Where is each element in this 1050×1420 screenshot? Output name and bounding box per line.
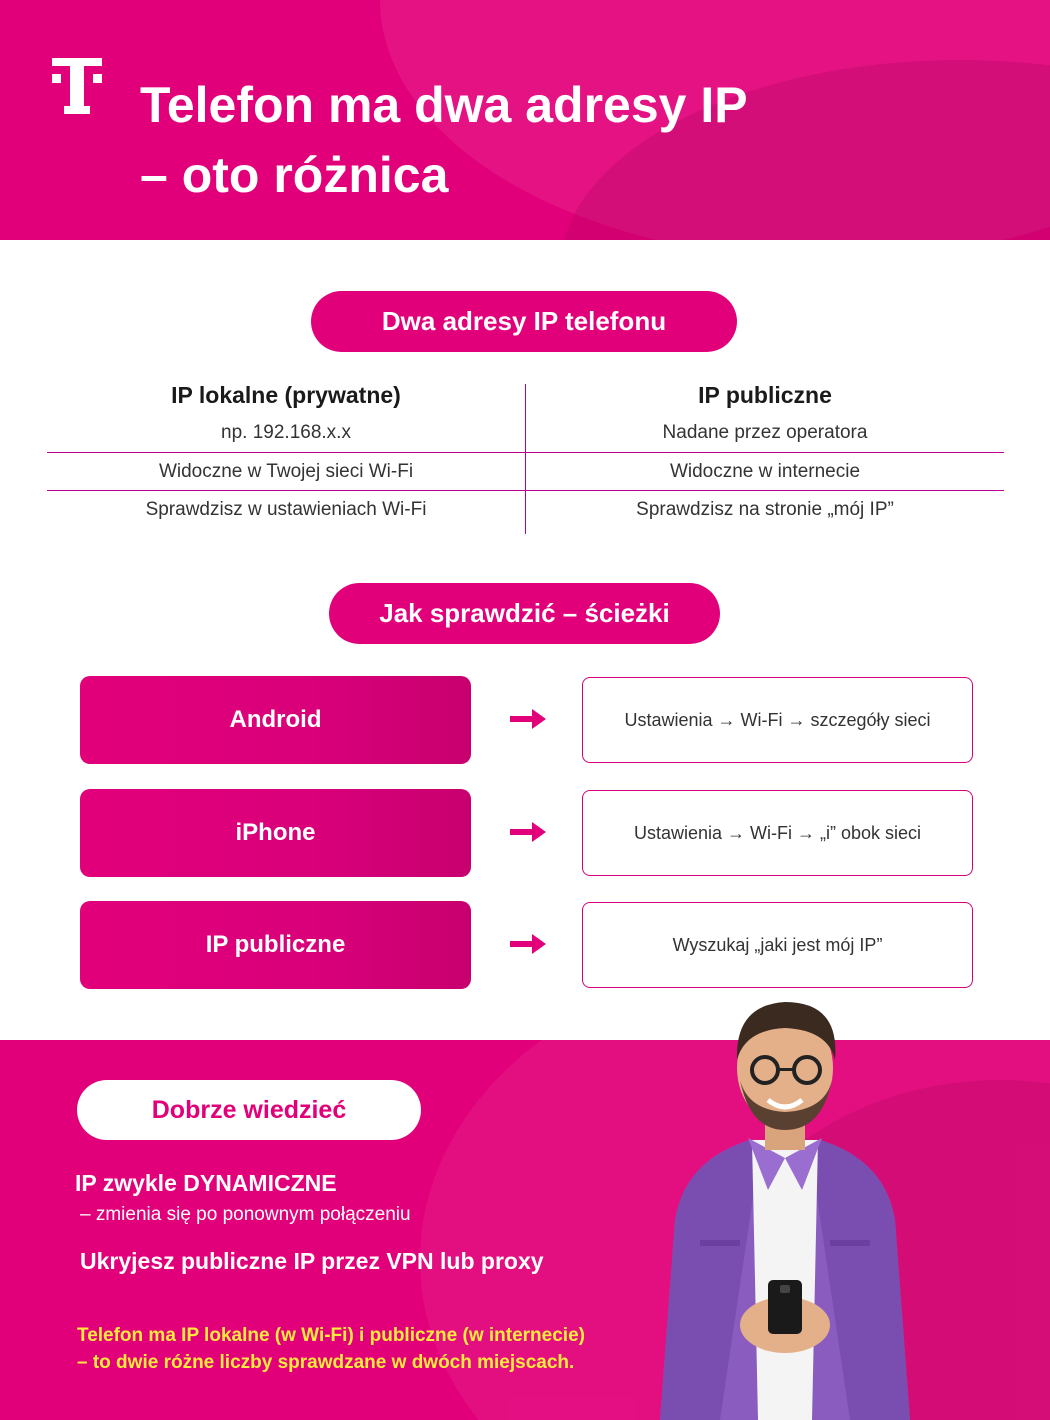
arrow-right-icon (510, 934, 546, 954)
path-row-iphone (80, 789, 973, 877)
path-label-android: Android (80, 676, 471, 764)
path-label-iphone: iPhone (80, 789, 471, 877)
table-cell: Widoczne w internecie (526, 452, 1004, 490)
tip-vpn-proxy: Ukryjesz publiczne IP przez VPN lub proxy (80, 1248, 544, 1274)
page-title-line2: – oto różnica (140, 147, 449, 203)
page-title-line1: Telefon ma dwa adresy IP (140, 77, 748, 133)
section-heading-good-to-know: Dobrze wiedzieć (77, 1080, 421, 1140)
table-cell: Widoczne w Twojej sieci Wi-Fi (47, 452, 525, 490)
section-heading-ip-addresses: Dwa adresy IP telefonu (311, 291, 737, 352)
path-steps-public-ip: Wyszukaj „jaki jest mój IP” (582, 902, 973, 988)
tip-dynamic-ip-detail: – zmienia się po ponownym połączeniu (80, 1204, 411, 1225)
path-label-public-ip: IP publiczne (80, 901, 471, 989)
column-header: IP publiczne (698, 381, 832, 408)
table-cell: Sprawdzisz na stronie „mój IP” (526, 490, 1004, 528)
header-banner (0, 0, 1050, 240)
table-cell: np. 192.168.x.x (221, 422, 351, 443)
path-steps-android: Ustawienia → Wi-Fi → szczegóły sieci (582, 677, 973, 763)
table-cell: Nadane przez operatora (662, 422, 868, 443)
path-steps-iphone: Ustawienia → Wi-Fi → „i” obok sieci (582, 790, 973, 876)
arrow-right-icon (510, 822, 546, 842)
arrow-right-icon (510, 709, 546, 729)
ip-comparison-table (47, 376, 1003, 536)
table-column-public-ip (526, 376, 1004, 528)
page-title (140, 70, 1000, 210)
table-cell: Sprawdzisz w ustawieniach Wi-Fi (47, 490, 525, 528)
path-row-android (80, 676, 973, 764)
summary-line1: Telefon ma IP lokalne (w Wi-Fi) i publiczne (w internecie) (77, 1325, 585, 1346)
tip-dynamic-ip: IP zwykle DYNAMICZNE (75, 1170, 337, 1196)
summary-text (77, 1322, 677, 1376)
summary-line2: – to dwie różne liczby sprawdzane w dwóch miejscach. (77, 1352, 575, 1373)
man-with-phone-illustration-icon (640, 990, 930, 1420)
column-header: IP lokalne (prywatne) (171, 381, 401, 408)
telekom-t-logo-icon (52, 58, 102, 114)
section-heading-paths: Jak sprawdzić – ścieżki (329, 583, 720, 644)
path-row-public-ip (80, 901, 973, 989)
table-column-local-ip (47, 376, 525, 528)
